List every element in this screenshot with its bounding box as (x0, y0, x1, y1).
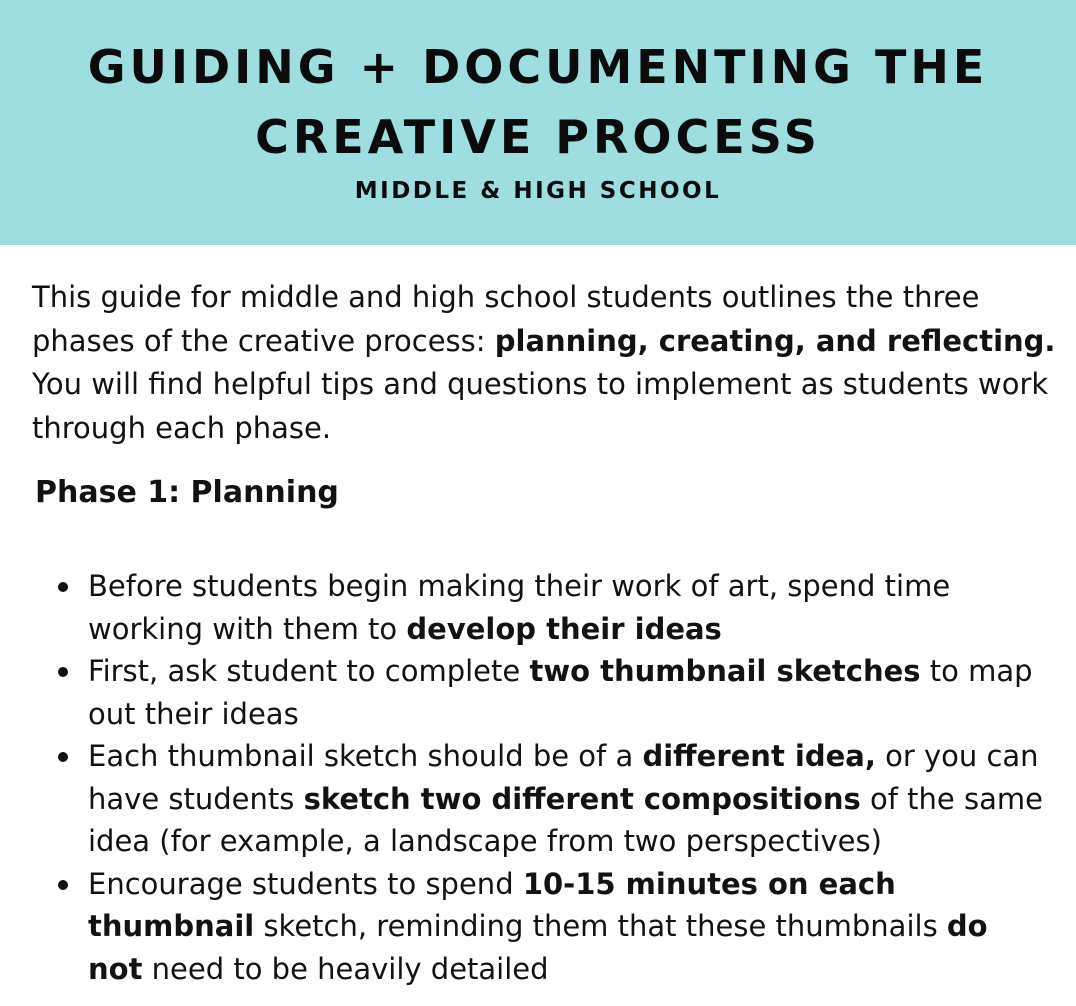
bullet-item (0, 735, 1076, 863)
bullet-bold-text: develop their ideas (406, 611, 722, 646)
intro-paragraph (32, 276, 1062, 450)
bullet-text: First, ask student to complete (88, 654, 530, 688)
subtitle: MIDDLE & HIGH SCHOOL (354, 178, 722, 204)
bullet-text: need to be heavily detailed (142, 951, 549, 986)
bullet-dot-icon (58, 667, 68, 677)
bullet-dot-icon (58, 880, 68, 890)
phase-1-bullet-list (0, 565, 1076, 990)
bullet-text: sketch, reminding them that these thumbnails (254, 909, 947, 943)
title-line-2: CREATIVE PROCESS (255, 110, 821, 164)
intro-bold-phases: planning, creating, and reflecting. (494, 323, 1056, 358)
bullet-bold-text: 10-15 minutes on each thumbnail (88, 866, 896, 943)
bullet-text: Before students begin making their work of art, spend time working with them to (88, 569, 951, 646)
intro-text: This guide for middle and high school students outlines the three phases of the creative process: (32, 280, 980, 358)
header-banner (0, 0, 1076, 245)
bullet-bold-text: sketch two different compositions (303, 781, 861, 816)
title-line-1: GUIDING + DOCUMENTING THE (87, 40, 989, 94)
bullet-text: to map out their ideas (88, 654, 1033, 731)
bullet-text: Encourage students to spend (88, 866, 523, 901)
bullet-text: or you can have students (88, 739, 1039, 816)
bullet-item (0, 863, 1076, 991)
bullet-item (0, 650, 1076, 735)
bullet-bold-text: two thumbnail sketches (529, 654, 921, 688)
phase-1-heading: Phase 1: Planning (35, 475, 339, 510)
bullet-text: Each thumbnail sketch should be of a (88, 739, 643, 773)
bullet-text: of the same idea (for example, a landscape from two perspectives) (88, 781, 1043, 858)
bullet-dot-icon (58, 582, 68, 592)
bullet-bold-text: different idea, (642, 739, 876, 773)
bullet-bold-text: do not (88, 909, 988, 986)
intro-text-continued: You will find helpful tips and questions to implement as students work through each phase. (32, 367, 1049, 445)
bullet-dot-icon (58, 752, 68, 762)
bullet-item (0, 565, 1076, 650)
